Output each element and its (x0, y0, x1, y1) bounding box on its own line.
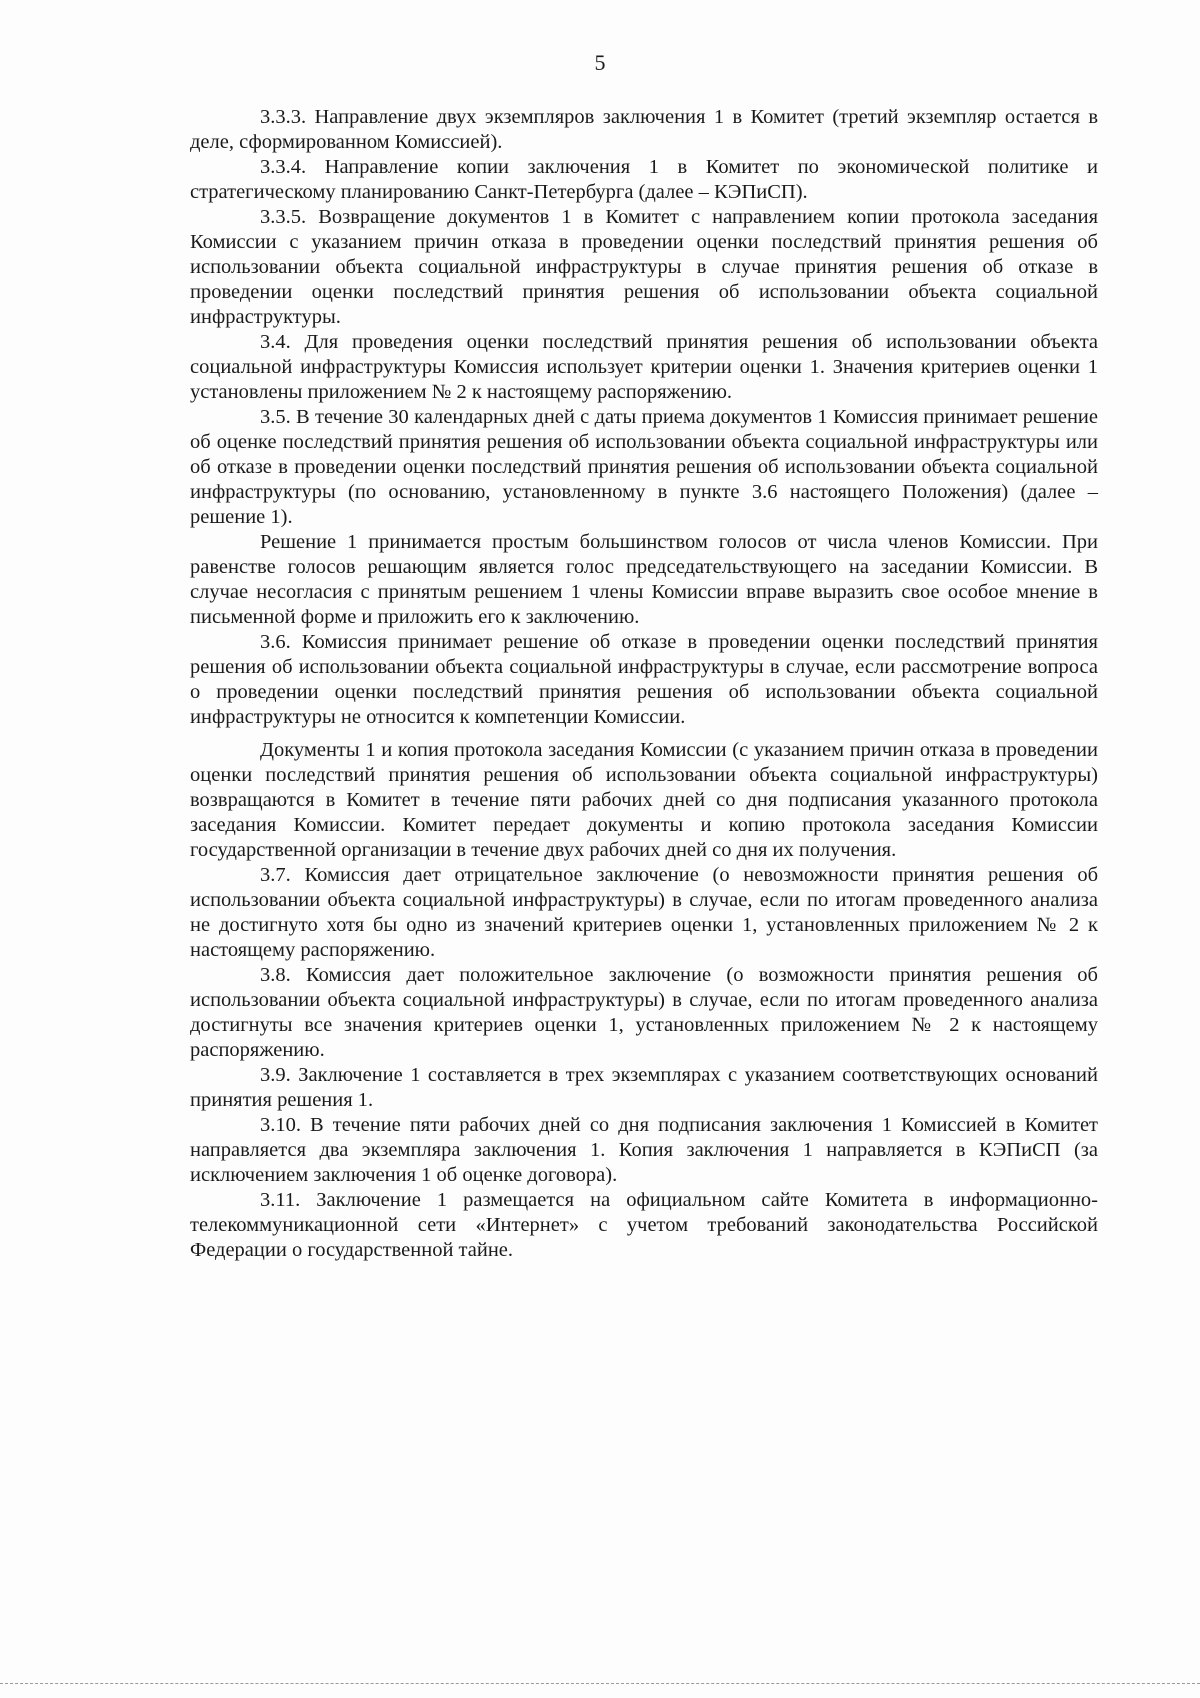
paragraph-3-10: 3.10. В течение пяти рабочих дней со дня подписания заключения 1 Комиссией в Комитет направляется два экземпляра заключения 1. Копия заключения 1 направляется в КЭПиСП (за исключением заключения 1 об оценке договора). (190, 1114, 1098, 1186)
paragraph-3-4: 3.4. Для проведения оценки последствий принятия решения об использовании объекта социальной инфраструктуры Комиссия использует критерии оценки 1. Значения критериев оценки 1 установлены приложением № 2 к настоящему распоряжению. (190, 331, 1098, 403)
paragraph-3-3-5: 3.3.5. Возвращение документов 1 в Комитет с направлением копии протокола заседания Комиссии с указанием причин отказа в проведении оценки последствий принятия решения об использовании объекта социальной инфраструктуры в случае принятия решения об отказе в проведении оценки последствий принятия решения об использовании объекта социальной инфраструктуры. (190, 206, 1098, 328)
paragraph-3-5-decision: Решение 1 принимается простым большинством голосов от числа членов Комиссии. При равенстве голосов решающим является голос председательствующего на заседании Комиссии. В случае несогласия с принятым решением 1 члены Комиссии вправе выразить свое особое мнение в письменной форме и приложить его к заключению. (190, 531, 1098, 628)
paragraph-3-9: 3.9. Заключение 1 составляется в трех экземплярах с указанием соответствующих оснований принятия решения 1. (190, 1064, 1098, 1111)
paragraph-3-5: 3.5. В течение 30 календарных дней с даты приема документов 1 Комиссия принимает решение об оценке последствий принятия решения об использовании объекта социальной инфраструктуры или об отказе в проведении оценки последствий принятия решения об использовании объекта социальной инфраструктуры (по основанию, установленному в пункте 3.6 настоящего Положения) (далее – решение 1). (190, 406, 1098, 528)
paragraph-3-6-documents: Документы 1 и копия протокола заседания Комиссии (с указанием причин отказа в проведении оценки последствий принятия решения об использовании объекта социальной инфраструктуры) возвращаются в Комитет в течение пяти рабочих дней со дня подписания указанного протокола заседания Комиссии. Комитет передает документы и копию протокола заседания Комиссии государственной организации в течение двух рабочих дней со дня их получения. (190, 739, 1098, 861)
paragraph-3-7: 3.7. Комиссия дает отрицательное заключение (о невозможности принятия решения об использовании объекта социальной инфраструктуры) в случае, если по итогам проведенного анализа не достигнуто хотя бы одно из значений критериев оценки 1, установленных приложением № 2 к настоящему распоряжению. (190, 864, 1098, 961)
scan-edge-line (0, 1683, 1200, 1684)
paragraph-3-6: 3.6. Комиссия принимает решение об отказе в проведении оценки последствий принятия решения об использовании объекта социальной инфраструктуры в случае, если рассмотрение вопроса о проведении оценки последствий принятия решения об использовании объекта социальной инфраструктуры не относится к компетенции Комиссии. (190, 631, 1098, 728)
page-number: 5 (594, 50, 606, 75)
document-body (190, 105, 1098, 1263)
paragraph-3-3-4: 3.3.4. Направление копии заключения 1 в Комитет по экономической политике и стратегическому планированию Санкт-Петербурга (далее – КЭПиСП). (190, 156, 1098, 203)
paragraph-3-3-3: 3.3.3. Направление двух экземпляров заключения 1 в Комитет (третий экземпляр остается в деле, сформированном Комиссией). (190, 106, 1098, 153)
paragraph-3-11: 3.11. Заключение 1 размещается на официальном сайте Комитета в информационно-телекоммуникационной сети «Интернет» с учетом требований законодательства Российской Федерации о государственной тайне. (190, 1189, 1098, 1261)
paragraph-3-8: 3.8. Комиссия дает положительное заключение (о возможности принятия решения об использовании объекта социальной инфраструктуры) в случае, если по итогам проведенного анализа достигнуты все значения критериев оценки 1, установленных приложением № 2 к настоящему распоряжению. (190, 964, 1098, 1061)
